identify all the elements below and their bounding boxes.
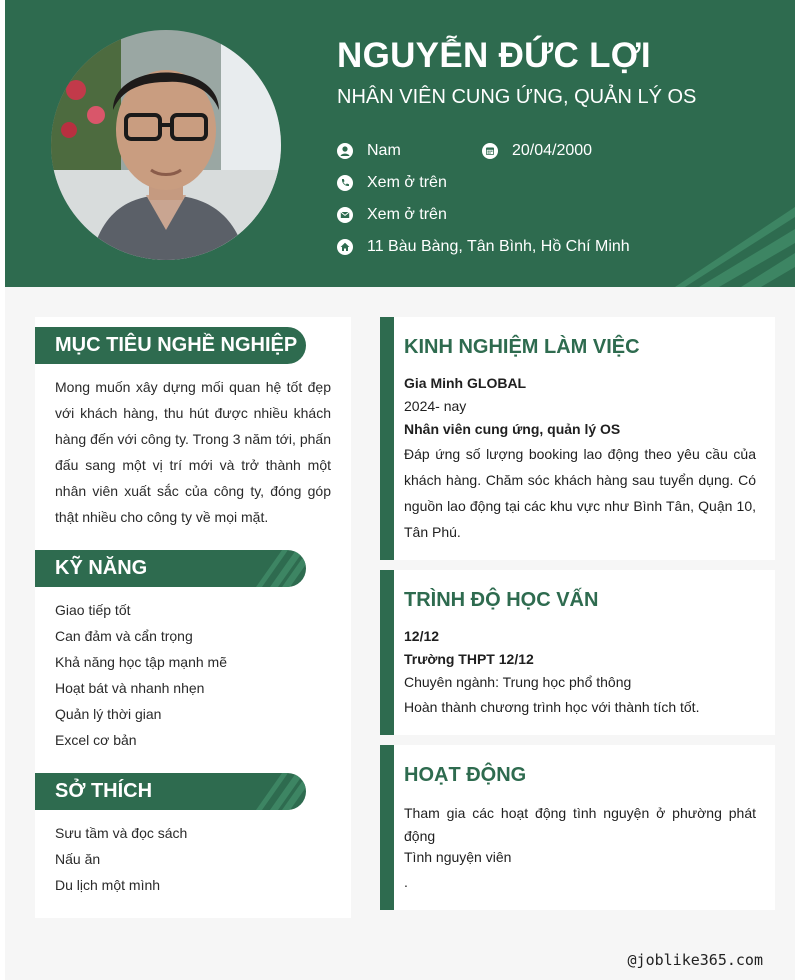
phone-value: Xem ở trên: [367, 174, 447, 191]
skill-item: Giao tiếp tốt: [55, 602, 131, 618]
objective-heading-banner: [35, 327, 306, 364]
activities-card: [380, 745, 775, 910]
birthdate-value: 20/04/2000: [512, 142, 593, 159]
hobbies-heading-banner: [35, 773, 306, 810]
skill-item: Hoạt bát và nhanh nhẹn: [55, 680, 205, 696]
banner-stripes: [226, 550, 306, 587]
skills-heading: KỸ NĂNG: [55, 557, 148, 579]
card-accent-bar: [380, 745, 394, 910]
email-value: Xem ở trên: [367, 206, 447, 223]
education-major: Chuyên ngành: Trung học phổ thông: [404, 674, 632, 690]
calendar-icon: [482, 143, 498, 159]
watermark: @joblike365.com: [627, 951, 763, 969]
gender-row: [337, 141, 401, 161]
education-school: Trường THPT 12/12: [404, 651, 534, 667]
banner-stripes: [226, 773, 306, 810]
home-icon: [337, 239, 353, 255]
card-accent-bar: [380, 317, 394, 560]
hobby-item: Du lịch một mình: [55, 877, 161, 893]
activities-description: Tham gia các hoạt động tình nguyện ở phường phát động: [404, 805, 756, 844]
user-circle-icon: [337, 143, 353, 159]
phone-row: [337, 173, 447, 193]
address-value: 11 Bàu Bàng, Tân Bình, Hồ Chí Minh: [367, 238, 630, 255]
card-accent-bar: [380, 570, 394, 735]
education-card: [380, 570, 775, 735]
cv-page: [5, 0, 795, 980]
birthdate-row: [482, 141, 592, 161]
address-row: [337, 237, 630, 257]
email-row: [337, 205, 447, 225]
education-heading: TRÌNH ĐỘ HỌC VẤN: [404, 589, 599, 611]
experience-position: Nhân viên cung ứng, quản lý OS: [404, 421, 621, 437]
envelope-icon: [337, 207, 353, 223]
phone-icon: [337, 175, 353, 191]
skill-item: Excel cơ bản: [55, 732, 137, 748]
cv-header: [5, 0, 795, 287]
hobbies-heading: SỞ THÍCH: [55, 780, 153, 802]
skills-heading-banner: [35, 550, 306, 587]
skill-item: Can đảm và cẩn trọng: [55, 628, 193, 644]
left-column: [35, 317, 351, 918]
activities-role: Tình nguyện viên: [404, 849, 512, 865]
objective-text: Mong muốn xây dựng mối quan hệ tốt đẹp với khách hàng, thu hút được nhiều khách hàng đến với công ty. Trong 3 năm tới, phấn đấu sang một vị trí mới và trở thành một nhân viên xuất sắc của công ty, đóng góp thật nhiều cho công ty về mọi mặt.: [55, 379, 331, 525]
experience-company: Gia Minh GLOBAL: [404, 375, 527, 391]
profile-photo: [51, 30, 281, 260]
activities-extra: .: [404, 874, 408, 890]
candidate-name: NGUYỄN ĐỨC LỢI: [337, 36, 651, 75]
objective-heading: MỤC TIÊU NGHỀ NGHIỆP: [55, 334, 298, 356]
candidate-job-title: NHÂN VIÊN CUNG ỨNG, QUẢN LÝ OS: [337, 86, 697, 108]
skill-item: Khả năng học tập mạnh mẽ: [55, 654, 228, 670]
activities-heading: HOẠT ĐỘNG: [404, 764, 527, 786]
experience-period: 2024- nay: [404, 398, 467, 414]
skill-item: Quản lý thời gian: [55, 706, 162, 722]
hobby-item: Sưu tầm và đọc sách: [55, 825, 188, 841]
hobby-item: Nấu ăn: [55, 851, 101, 867]
education-period: 12/12: [404, 628, 440, 644]
decorative-stripes: [675, 187, 795, 287]
education-description: Hoàn thành chương trình học với thành tích tốt.: [404, 699, 700, 715]
experience-description: Đáp ứng số lượng booking lao động theo yêu cầu của khách hàng. Chăm sóc khách hàng sau tuyển dụng. Có nguồn lao động tại các khu vực như Bình Tân, Quận 10, Tân Phú.: [404, 446, 756, 540]
gender-value: Nam: [367, 142, 401, 159]
experience-card: [380, 317, 775, 560]
experience-heading: KINH NGHIỆM LÀM VIỆC: [404, 336, 640, 358]
